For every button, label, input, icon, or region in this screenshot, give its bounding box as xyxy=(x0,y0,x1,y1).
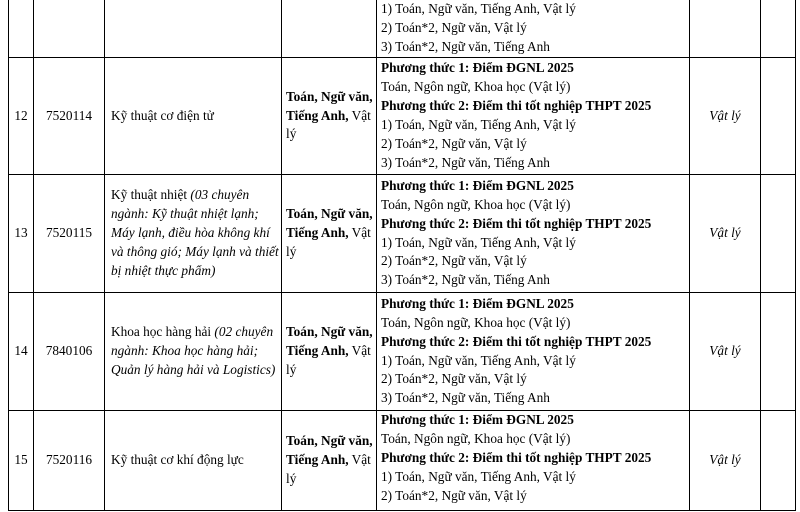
method-1-subjects: Toán, Ngôn ngữ, Khoa học (Vật lý) xyxy=(381,430,571,446)
code-cell: 7520114 xyxy=(34,58,105,175)
stt-cell: 12 xyxy=(9,58,34,175)
method-option: 3) Toán*2, Ngữ văn, Tiếng Anh xyxy=(381,272,550,288)
method-2-title: Phương thức 2: Điểm thi tốt nghiệp THPT 2025 xyxy=(381,333,652,349)
table-row xyxy=(9,175,796,293)
empty-cell xyxy=(761,58,796,175)
code-cell xyxy=(34,0,105,58)
method-option: 3) Toán*2, Ngữ văn, Tiếng Anh xyxy=(381,39,550,55)
empty-cell xyxy=(761,411,796,511)
name-cell xyxy=(105,175,282,293)
admissions-table xyxy=(8,0,796,511)
method-option: 1) Toán, Ngữ văn, Tiếng Anh, Vật lý xyxy=(381,1,576,17)
method-1-title: Phương thức 1: Điểm ĐGNL 2025 xyxy=(381,412,574,427)
program-name: Kỹ thuật cơ điện tử xyxy=(111,107,214,123)
table-row-previous xyxy=(9,0,796,58)
combo-normal: Vật lý xyxy=(286,107,371,142)
empty-cell xyxy=(761,0,796,58)
methods-cell xyxy=(377,293,690,411)
stt-cell xyxy=(9,0,34,58)
method-2-title: Phương thức 2: Điểm thi tốt nghiệp THPT 2025 xyxy=(381,449,652,465)
combo-cell xyxy=(282,0,377,58)
method-2-title: Phương thức 2: Điểm thi tốt nghiệp THPT 2025 xyxy=(381,215,652,231)
note-cell: Vật lý xyxy=(690,175,761,293)
note-cell: Vật lý xyxy=(690,58,761,175)
method-1-subjects: Toán, Ngôn ngữ, Khoa học (Vật lý) xyxy=(381,314,571,330)
methods-cell xyxy=(377,0,690,58)
program-name: Kỹ thuật nhiệt xyxy=(111,187,191,203)
program-name: Khoa học hàng hải xyxy=(111,324,215,340)
combo-cell xyxy=(282,58,377,175)
method-2-title: Phương thức 2: Điểm thi tốt nghiệp THPT 2025 xyxy=(381,98,652,114)
combo-cell xyxy=(282,293,377,411)
method-option: 3) Toán*2, Ngữ văn, Tiếng Anh xyxy=(381,154,550,170)
method-option: 1) Toán, Ngữ văn, Tiếng Anh, Vật lý xyxy=(381,352,576,368)
note-cell: Vật lý xyxy=(690,293,761,411)
name-cell xyxy=(105,0,282,58)
name-cell xyxy=(105,58,282,175)
method-option: 1) Toán, Ngữ văn, Tiếng Anh, Vật lý xyxy=(381,468,576,484)
combo-normal: Vật lý xyxy=(286,343,371,377)
combo-bold: Toán, Ngữ văn, Tiếng Anh, xyxy=(286,206,373,241)
method-option: 2) Toán*2, Ngữ văn, Vật lý xyxy=(381,371,527,387)
stt-cell: 15 xyxy=(9,411,34,511)
method-option: 2) Toán*2, Ngữ văn, Vật lý xyxy=(381,135,527,151)
combo-bold: Toán, Ngữ văn, Tiếng Anh, xyxy=(286,433,373,468)
method-1-title: Phương thức 1: Điểm ĐGNL 2025 xyxy=(381,295,574,311)
table-row xyxy=(9,58,796,175)
method-1-subjects: Toán, Ngôn ngữ, Khoa học (Vật lý) xyxy=(381,79,571,95)
name-cell xyxy=(105,411,282,511)
table-row xyxy=(9,411,796,511)
method-option: 2) Toán*2, Ngữ văn, Vật lý xyxy=(381,487,527,503)
name-cell xyxy=(105,293,282,411)
method-1-title: Phương thức 1: Điểm ĐGNL 2025 xyxy=(381,177,574,193)
empty-cell xyxy=(761,175,796,293)
combo-normal: Vật lý xyxy=(286,452,371,486)
program-subtitle: (03 chuyên ngành: Kỹ thuật nhiệt lạnh; Máy lạnh, điều hòa không khí và thông gió; Máy lạnh và thiết bị nhiệt thực phẩm) xyxy=(111,187,279,278)
combo-cell xyxy=(282,175,377,293)
method-1-title: Phương thức 1: Điểm ĐGNL 2025 xyxy=(381,60,574,76)
program-subtitle: (02 chuyên ngành: Khoa học hàng hải; Quản lý hàng hải và Logistics) xyxy=(111,324,276,377)
method-option: 2) Toán*2, Ngữ văn, Vật lý xyxy=(381,253,527,269)
combo-cell xyxy=(282,411,377,511)
method-option: 2) Toán*2, Ngữ văn, Vật lý xyxy=(381,20,527,36)
methods-cell xyxy=(377,58,690,175)
methods-cell xyxy=(377,411,690,511)
note-cell xyxy=(690,0,761,58)
code-cell: 7840106 xyxy=(34,293,105,411)
code-cell: 7520116 xyxy=(34,411,105,511)
method-1-subjects: Toán, Ngôn ngữ, Khoa học (Vật lý) xyxy=(381,196,571,212)
table-row xyxy=(9,293,796,411)
combo-normal: Vật lý xyxy=(286,225,371,259)
method-option: 3) Toán*2, Ngữ văn, Tiếng Anh xyxy=(381,390,550,406)
stt-cell: 13 xyxy=(9,175,34,293)
method-option: 1) Toán, Ngữ văn, Tiếng Anh, Vật lý xyxy=(381,234,576,250)
stt-cell: 14 xyxy=(9,293,34,411)
methods-cell xyxy=(377,175,690,293)
program-name: Kỹ thuật cơ khí động lực xyxy=(111,452,244,468)
method-option: 1) Toán, Ngữ văn, Tiếng Anh, Vật lý xyxy=(381,117,576,132)
combo-bold: Toán, Ngữ văn, Tiếng Anh, xyxy=(286,88,373,123)
note-cell: Vật lý xyxy=(690,411,761,511)
code-cell: 7520115 xyxy=(34,175,105,293)
combo-bold: Toán, Ngữ văn, Tiếng Anh, xyxy=(286,324,373,359)
empty-cell xyxy=(761,293,796,411)
